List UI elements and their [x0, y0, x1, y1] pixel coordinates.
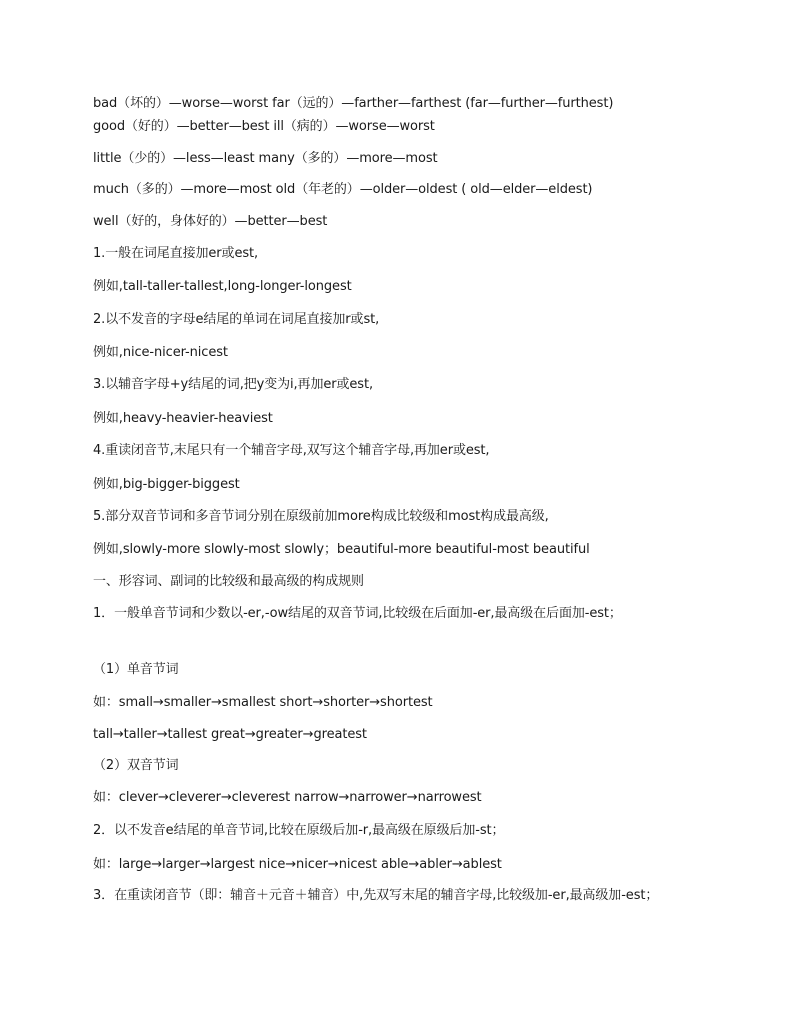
section-rule-2-example: 如：large→larger→largest nice→nicer→nicest able→abler→ablest: [93, 857, 502, 872]
example-monosyllabic-1: 如：small→smaller→smallest short→shorter→shortest: [93, 695, 433, 710]
text-line-irregular-well: well（好的，身体好的）—better—best: [93, 214, 328, 229]
section-rule-1: 1．一般单音节词和少数以-er,-ow结尾的双音节词,比较级在后面加-er,最高级在后面加-est；: [93, 606, 622, 621]
section-rule-3: 3．在重读闭音节（即：辅音＋元音＋辅音）中,先双写末尾的辅音字母,比较级加-er,最高级加-est；: [93, 888, 659, 903]
text-line-irregular-little: little（少的）—less—least many（多的）—more—most: [93, 151, 438, 166]
rule-4: 4.重读闭音节,末尾只有一个辅音字母,双写这个辅音字母,再加er或est,: [93, 443, 490, 458]
text-line-irregular-good: good（好的）—better—best ill（病的）—worse—worst: [93, 119, 435, 134]
rule-2-example: 例如,nice-nicer-nicest: [93, 345, 228, 360]
rule-5: 5.部分双音节词和多音节词分别在原级前加more构成比较级和most构成最高级,: [93, 509, 549, 524]
rule-1-example: 例如,tall-taller-tallest,long-longer-longest: [93, 279, 352, 294]
rule-2: 2.以不发音的字母e结尾的单词在词尾直接加r或st,: [93, 312, 380, 327]
example-disyllabic: 如：clever→cleverer→cleverest narrow→narrower→narrowest: [93, 790, 482, 805]
text-line-irregular-bad: bad（坏的）—worse—worst far（远的）—farther—farthest (far—further—furthest): [93, 96, 614, 111]
rule-3: 3.以辅音字母+y结尾的词,把y变为i,再加er或est,: [93, 377, 374, 392]
subheading-monosyllabic: （1）单音节词: [93, 662, 179, 677]
rule-5-example: 例如,slowly-more slowly-most slowly；beautiful-more beautiful-most beautiful: [93, 542, 590, 557]
text-line-irregular-much: much（多的）—more—most old（年老的）—older—oldest ( old—elder—eldest): [93, 182, 593, 197]
subheading-disyllabic: （2）双音节词: [93, 758, 179, 773]
rule-3-example: 例如,heavy-heavier-heaviest: [93, 411, 273, 426]
section-rule-2: 2．以不发音e结尾的单音节词,比较在原级后加-r,最高级在原级后加-st；: [93, 823, 505, 838]
rule-1: 1.一般在词尾直接加er或est,: [93, 246, 259, 261]
example-monosyllabic-2: tall→taller→tallest great→greater→greatest: [93, 727, 367, 742]
rule-4-example: 例如,big-bigger-biggest: [93, 477, 240, 492]
section-heading: 一、形容词、副词的比较级和最高级的构成规则: [93, 574, 364, 589]
